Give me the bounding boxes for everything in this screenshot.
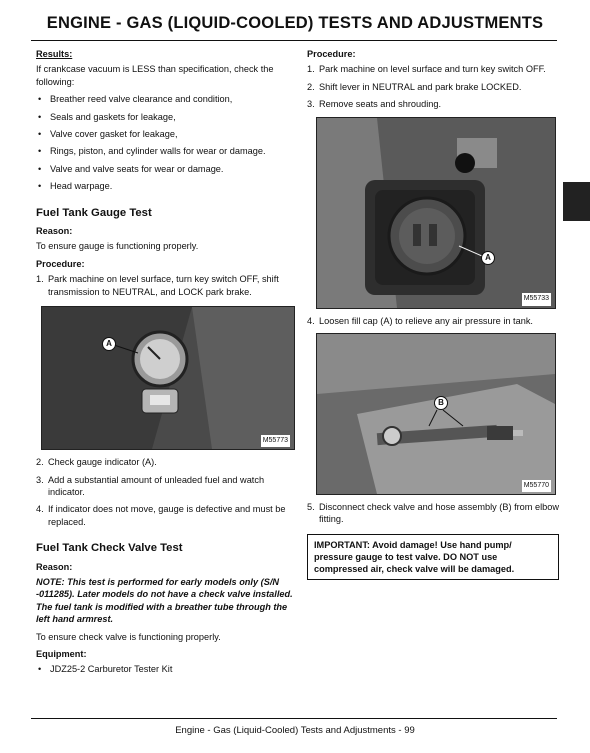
list-item: • Valve and valve seats for wear or damage. (36, 163, 294, 175)
step-text: Check gauge indicator (A). (48, 457, 157, 468)
list-item: • Head warpage. (36, 180, 294, 192)
list-item: • Rings, piston, and cylinder walls for wear or damage. (36, 145, 294, 157)
callout-a: A (102, 337, 116, 351)
step-number: 2. (307, 81, 315, 92)
figure-number: M55773 (261, 435, 290, 447)
equipment-heading: Equipment: (36, 648, 87, 659)
callout-b: B (434, 396, 448, 410)
step-text: Loosen fill cap (A) to relieve any air pressure in tank. (319, 315, 533, 326)
gauge-test-title: Fuel Tank Gauge Test (36, 206, 152, 219)
results-intro: If crankcase vacuum is LESS than specification, check the following: (36, 64, 274, 87)
list-item: 4. If indicator does not move, gauge is defective and must be replaced. (36, 504, 286, 527)
gauge-illustration (42, 307, 294, 449)
results-heading: Results: (36, 49, 73, 59)
list-item: 2. Check gauge indicator (A). (36, 457, 157, 468)
right-column (307, 48, 559, 580)
callout-a: A (481, 251, 495, 265)
list-item (307, 63, 559, 75)
valve-steps (307, 63, 559, 110)
check-valve-photo (316, 333, 556, 495)
page-title: ENGINE - GAS (LIQUID-COOLED) TESTS AND ADJUSTMENTS (46, 14, 544, 32)
list-item (307, 98, 559, 110)
gauge-reason: To ensure gauge is functioning properly. (36, 241, 199, 252)
figure-number: M55733 (522, 293, 551, 305)
list-item: • Breather reed valve clearance and condition, (36, 93, 294, 105)
gauge-photo (41, 306, 295, 450)
step-text: Add a substantial amount of unleaded fuel and watch indicator. (48, 474, 265, 497)
header-rule (31, 40, 557, 41)
list-item: • Seals and gaskets for leakage, (36, 111, 294, 123)
check-valve-title: Fuel Tank Check Valve Test (36, 542, 183, 555)
list-item: 1. Park machine on level surface, turn key switch OFF, shift transmission to NEUTRAL, and LOCK park brake. (36, 274, 279, 297)
page-footer: Engine - Gas (Liquid-Cooled) Tests and Adjustments - 99 (175, 725, 415, 736)
note-text: NOTE: This test is performed for early models only (S/N -011285). Later models do not have a check valve installed. The fuel tank is modified with a breather tube through the left hand armrest. (36, 576, 293, 625)
check-valve-illustration (317, 334, 555, 494)
footer-rule (31, 718, 557, 719)
check-valve-reason: To ensure check valve is functioning properly. (36, 631, 221, 642)
step-text: Shift lever in NEUTRAL and park brake LOCKED. (319, 81, 522, 92)
important-notice: IMPORTANT: Avoid damage! Use hand pump/ pressure gauge to test valve. DO NOT use compressed air, check valve will be damaged. (307, 534, 559, 580)
step-text: Park machine on level surface and turn key switch OFF. (319, 64, 546, 75)
fill-cap-illustration (317, 118, 555, 308)
valve-steps-4 (307, 315, 559, 327)
list-item: • JDZ25-2 Carburetor Tester Kit (36, 663, 294, 675)
step-text: If indicator does not move, gauge is defective and must be replaced. (48, 504, 286, 527)
reason-heading: Reason: (36, 226, 73, 237)
gauge-steps-continued (36, 456, 294, 528)
list-item: • Valve cover gasket for leakage, (36, 128, 294, 140)
gauge-steps (36, 273, 294, 298)
equipment-list (36, 663, 294, 675)
step-text: Park machine on level surface, turn key switch OFF, shift transmission to NEUTRAL, and LOCK park brake. (48, 274, 279, 297)
section-tab (563, 182, 590, 221)
fill-cap-photo (316, 117, 556, 309)
step-number: 1. (307, 64, 315, 75)
list-item: 3. Add a substantial amount of unleaded fuel and watch indicator. (36, 474, 265, 497)
reason-heading-2: Reason: (36, 561, 73, 572)
valve-steps-5 (307, 501, 559, 526)
results-list (36, 93, 294, 192)
figure-number: M55770 (522, 480, 551, 492)
procedure-heading-right: Procedure: (307, 49, 356, 59)
list-item: 4. Loosen fill cap (A) to relieve any air pressure in tank. (307, 315, 533, 326)
procedure-heading: Procedure: (36, 258, 85, 269)
list-item (307, 81, 559, 93)
left-column (36, 48, 294, 681)
list-item: 5. Disconnect check valve and hose assembly (B) from elbow fitting. (307, 502, 560, 525)
step-number: 3. (307, 99, 315, 110)
step-text: Remove seats and shrouding. (319, 99, 442, 110)
step-text: Disconnect check valve and hose assembly (B) from elbow fitting. (319, 502, 560, 525)
